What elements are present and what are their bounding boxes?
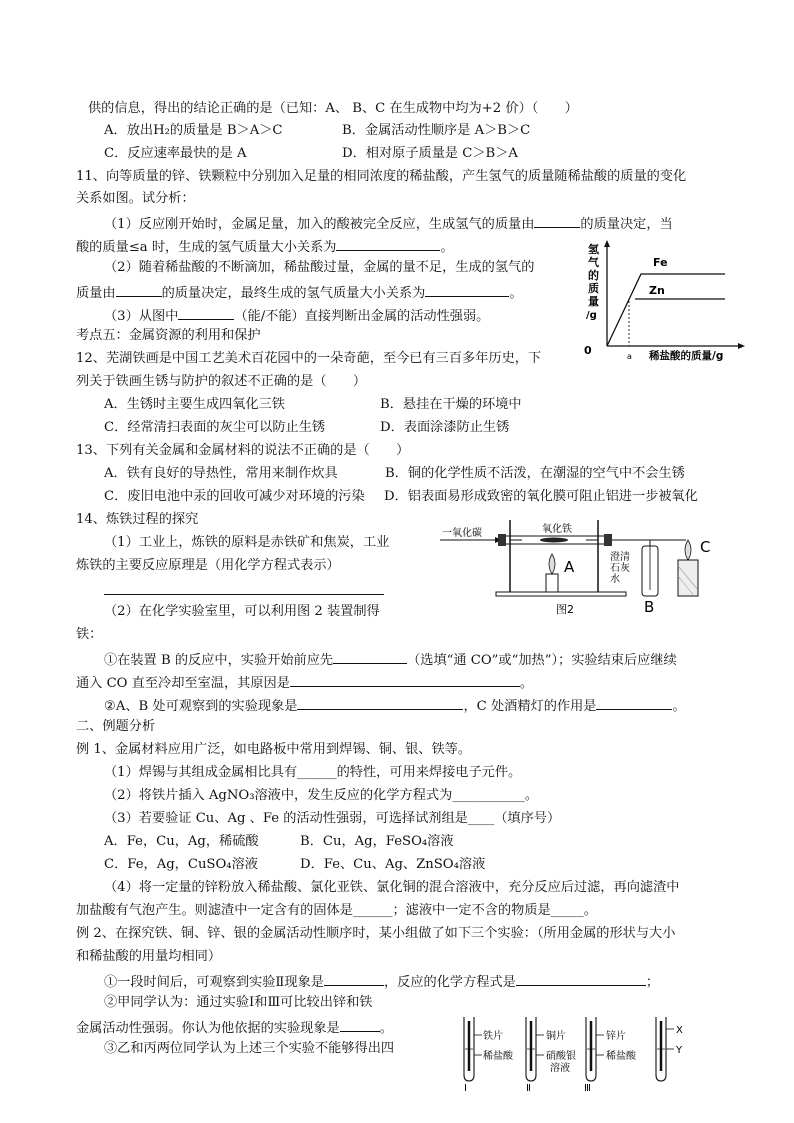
tube4-label-y: Y <box>676 1045 683 1056</box>
tube3-label-metal: 锌片 <box>606 1031 626 1042</box>
fe2o3-label: 氧化铁 <box>542 524 572 535</box>
origin-label: 0 <box>584 344 592 357</box>
tube2-numeral: Ⅱ <box>526 1083 531 1093</box>
tube3-label-solution: 稀盐酸 <box>606 1051 636 1062</box>
example2-part2: ②甲同学认为：通过实验Ⅰ和Ⅲ可比较出锌和铁 <box>104 995 373 1010</box>
tube2-label-metal: 铜片 <box>546 1031 566 1042</box>
example2-part1: ①一段时间后，可观察到实验Ⅱ现象是 ，反应的化学方程式是 ； <box>104 971 659 992</box>
q12-stem-2: 列关于铁画生锈与防护的叙述不正确的是（ ） <box>76 374 367 389</box>
hydrogen-mass-graph <box>575 238 750 370</box>
co-inlet-label: 一氧化碳 <box>442 528 482 539</box>
q11-stem-2: 关系如图。试分析： <box>76 191 195 206</box>
lime-water-label: 水 <box>610 574 620 585</box>
x-axis-arrow <box>738 343 745 349</box>
example1-part2: （2）将铁片插入 AgNO₃溶液中，发生反应的化学方程式为___________。 <box>104 788 539 803</box>
example1-option-d: D．Fe、Cu、Ag、ZnSO₄溶液 <box>300 857 486 872</box>
example1-stem: 例 1、金属材料应用广泛，如电路板中常用到焊锡、铜、银、铁等。 <box>76 742 472 757</box>
tube2-label-solution-2: 溶液 <box>550 1063 570 1074</box>
section-examples: 二、例题分析 <box>76 719 156 734</box>
q13-option-b: B．铜的化学性质不活泼，在潮湿的空气中不会生锈 <box>385 466 685 481</box>
q13-option-a: A．铁有良好的导热性，常用来制作炊具 <box>104 466 338 481</box>
ylabel-char: 气 <box>588 256 599 269</box>
tube1-label-solution: 稀盐酸 <box>483 1051 513 1062</box>
ylabel-unit: /g <box>586 310 597 321</box>
iron-oxide-sample <box>540 538 568 543</box>
zn-series-label: Zn <box>649 284 665 297</box>
a-label: a <box>627 352 632 361</box>
ylabel-char: 量 <box>588 295 599 308</box>
tube3-numeral: Ⅲ <box>584 1083 591 1093</box>
tube1-label-metal: 铁片 <box>483 1031 503 1042</box>
q11-part3: （3）从图中 （能/不能）直接判断出金属的活动性强弱。 <box>104 305 489 326</box>
q10-option-b: B．金属活动性顺序是 A＞B＞C <box>342 123 531 138</box>
q10-option-d: D．相对原子质量是 C＞B＞A <box>342 146 518 161</box>
example1-option-a: A．Fe，Cu，Ag，稀硫酸 <box>104 834 259 849</box>
example1-option-b: B．Cu，Ag，FeSO₄溶液 <box>300 834 454 849</box>
q13-option-d: D．铝表面易形成致密的氧化膜可阻止铝进一步被氧化 <box>384 489 698 504</box>
ylabel-char: 质 <box>588 282 599 295</box>
q12-option-d: D．表面涂漆防止生锈 <box>380 420 510 435</box>
q10-option-a: A．放出H₂的质量是 B＞A＞C <box>104 123 283 138</box>
label-c: C <box>700 538 711 556</box>
q14-part1-line2: 炼铁的主要反应原理是（用化学方程式表示） <box>76 558 340 573</box>
q14-part2: （2）在化学实验室里，可以利用图 2 装置制得 <box>104 604 380 619</box>
q11-stem: 11、向等质量的锌、铁颗粒中分别加入足量的相同浓度的稀盐酸，产生氢气的质量随稀盐酸的质量的变化 <box>76 169 687 184</box>
example2-part3: ③乙和丙两位同学认为上述三个实验不能够得出四 <box>104 1041 395 1056</box>
figure-caption: 图2 <box>556 603 574 616</box>
q14-part1: （1）工业上，炼铁的原料是赤铁矿和焦炭，工业 <box>104 535 390 550</box>
label-a: A <box>564 558 575 576</box>
tube1-numeral: Ⅰ <box>464 1083 467 1093</box>
q14-sub2: ②A、B 处可观察到的实验现象是 ，C 处酒精灯的作用是 。 <box>104 695 686 716</box>
stopper-right <box>604 534 612 546</box>
q14-part2-line2: 铁： <box>76 627 103 642</box>
example1-part1: （1）焊锡与其组成金属相比具有______的特性，可用来焊接电子元件。 <box>104 765 522 780</box>
ironmaking-apparatus-figure <box>438 516 728 616</box>
q13-stem: 13、下列有关金属和金属材料的说法不正确的是（ ） <box>76 443 410 458</box>
q12-option-b: B．悬挂在干燥的环境中 <box>380 397 522 412</box>
outlet-tube <box>612 540 650 546</box>
section-point5: 考点五：金属资源的利用和保护 <box>76 328 261 343</box>
q14-answer-line <box>104 580 384 601</box>
tube4-label-x: X <box>676 1025 683 1036</box>
tube2-label-solution: 硝酸银 <box>546 1051 576 1062</box>
example2-part2-line2: 金属活动性强弱。你认为他依据的实验现象是 。 <box>76 1017 393 1038</box>
stopper-left <box>498 534 506 546</box>
q14-sub1: ①在装置 B 的反应中，实验开始前应先 （选填“通 CO”或“加热”）；实验结束后应继续 <box>104 649 677 670</box>
q10-option-c: C．反应速率最快的是 A <box>104 146 247 161</box>
q14-sub1-line2: 通入 CO 直至冷却至室温，其原因是 。 <box>76 672 533 693</box>
ylabel-char: 氢 <box>588 243 599 256</box>
q11-part1-line2: 酸的质量≤a 时，生成的氢气质量大小关系为 。 <box>76 236 454 257</box>
q11-part1: （1）反应刚开始时，金属足量，加入的酸被完全反应，生成氢气的质量由 的质量决定，当 <box>104 213 673 234</box>
q10-stem-tail: 供的信息，得出的结论正确的是（已知：A、 B、C 在生成物中均为+2 价）（ ） <box>88 101 578 116</box>
q14-stem: 14、炼铁过程的探究 <box>76 512 199 527</box>
q13-option-c: C．废旧电池中汞的回收可减少对环境的污染 <box>104 489 365 504</box>
example1-option-c: C．Fe，Ag，CuSO₄溶液 <box>104 857 258 872</box>
fe-curve <box>607 274 725 346</box>
flame-c-icon <box>685 540 691 560</box>
q11-part2: （2）随着稀盐酸的不断滴加，稀盐酸过量，金属的量不足，生成的氢气的 <box>104 260 535 275</box>
xlabel: 稀盐酸的质量/g <box>649 350 724 362</box>
q12-option-a: A．生锈时主要生成四氧化三铁 <box>104 397 285 412</box>
q12-stem: 12、芜湖铁画是中国工艺美术百花园中的一朵奇葩，至今已有三百多年历史，下 <box>76 351 542 366</box>
q12-option-c: C．经常清扫表面的灰尘可以防止生锈 <box>104 420 326 435</box>
fe-series-label: Fe <box>653 256 668 269</box>
example2-stem: 例 2、在探究铁、铜、锌、银的金属活动性顺序时，某小组做了如下三个实验：（所用金属的形状与大小 <box>76 926 676 941</box>
burner-a <box>546 574 558 592</box>
ylabel-char: 的 <box>588 269 599 282</box>
q11-part2-line2: 质量由 的质量决定，最终生成的氢气质量大小关系为 。 <box>76 282 523 303</box>
stand-base <box>496 592 626 596</box>
test-tube-experiments <box>450 1015 700 1093</box>
y-axis-arrow <box>604 240 610 247</box>
example2-stem-2: 和稀盐酸的用量均相同） <box>76 949 222 964</box>
flame-a-icon <box>549 554 555 574</box>
example1-part3: （3）若要验证 Cu、Ag 、Fe 的活动性强弱，可选择试剂组是____（填序号） <box>104 811 561 826</box>
example1-part4-line2: 加盐酸有气泡产生。则滤渣中一定含有的固体是______；滤液中一定不含的物质是_____。 <box>76 903 597 918</box>
lime-water-label: 澄清 <box>610 552 630 563</box>
label-b: B <box>644 598 655 616</box>
example1-part4: （4）将一定量的锌粉放入稀盐酸、氯化亚铁、氯化铜的混合溶液中，充分反应后过滤，再向滤渣中 <box>104 880 680 895</box>
lime-water-label: 石灰 <box>610 563 630 574</box>
